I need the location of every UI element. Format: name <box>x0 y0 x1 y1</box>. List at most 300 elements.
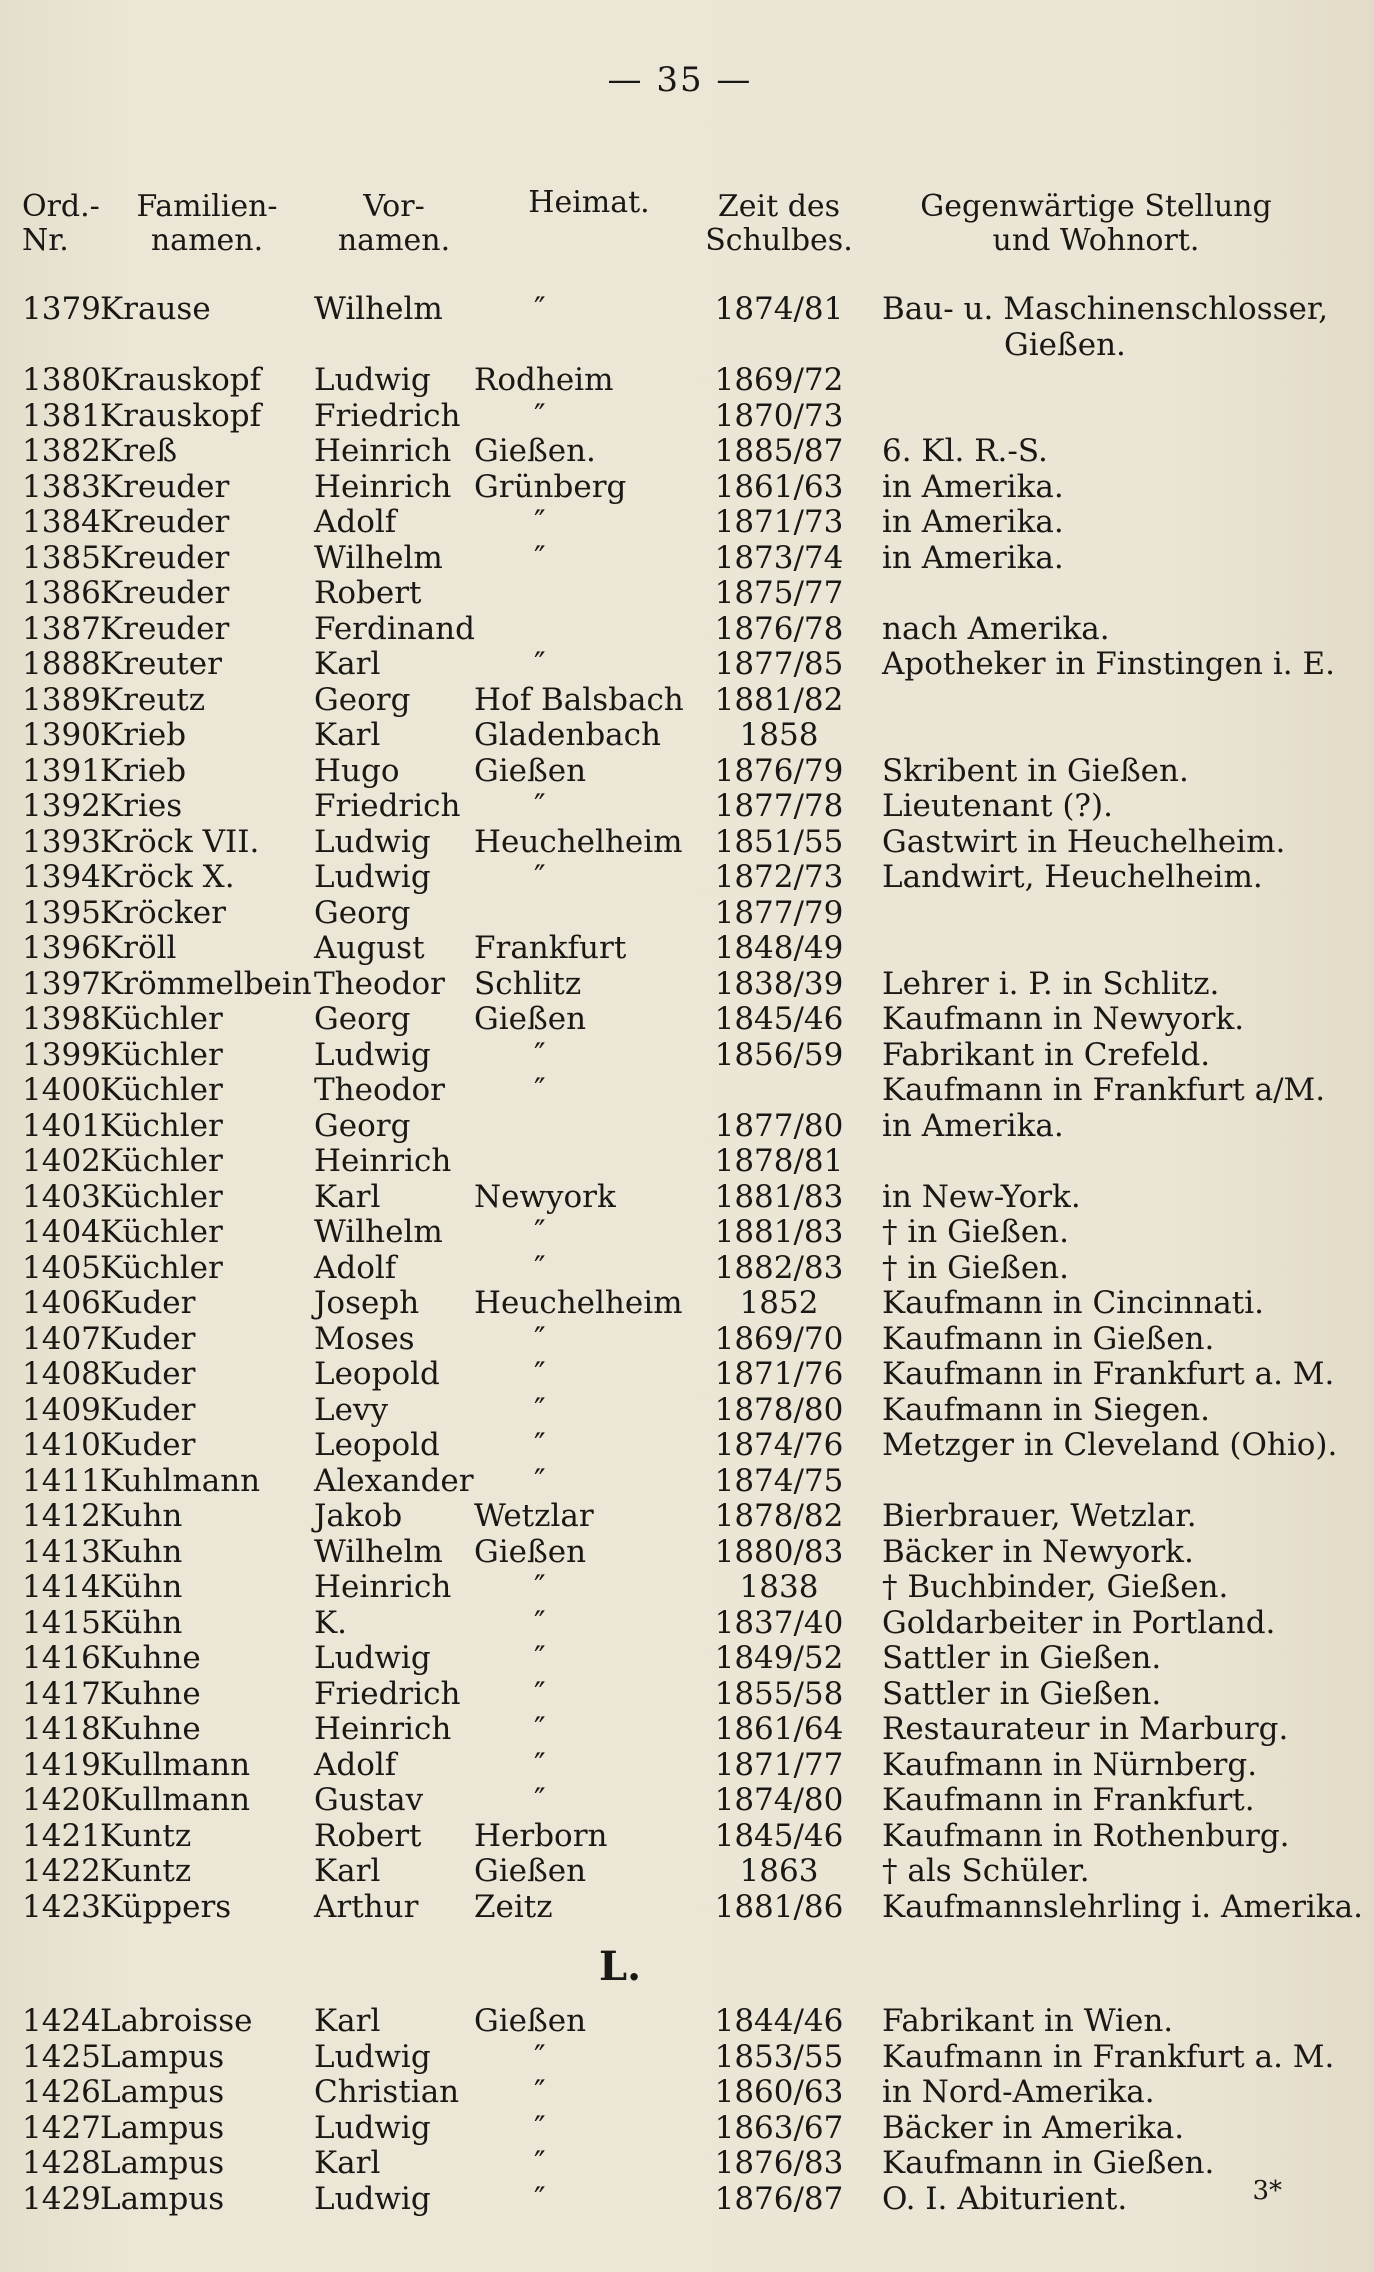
current-position: Bau- u. Maschinenschlosser, <box>882 291 1329 327</box>
row-number: 1399 <box>22 1036 101 1073</box>
family-name: Kreuder <box>100 468 230 505</box>
home-town: ″ <box>534 1214 546 1250</box>
given-name: Robert <box>314 575 422 611</box>
current-position: † als Schüler. <box>882 1853 1090 1889</box>
school-years: 1852 <box>739 1285 819 1321</box>
header-family-text: Familien- namen. <box>136 189 278 258</box>
family-name: Küchler <box>100 1214 223 1250</box>
school-years <box>704 1073 854 1109</box>
family-name: Kuhn <box>100 1498 183 1534</box>
row-number: 1424 <box>22 2003 101 2039</box>
school-years: 1838/39 <box>714 965 844 1002</box>
current-position: Bierbrauer, Wetzlar. <box>882 1498 1197 1534</box>
home-town: Wetzlar <box>474 1498 594 1534</box>
home-town: ″ <box>534 646 546 682</box>
home-town: Grünberg <box>474 468 627 505</box>
given-name: Heinrich <box>314 468 452 505</box>
school-years: 1878/82 <box>714 1498 844 1534</box>
given-name: Georg <box>314 1001 411 1037</box>
table-row <box>22 860 1338 896</box>
empty-cell <box>314 328 474 364</box>
table-row <box>22 434 1338 470</box>
family-name: Krieb <box>100 717 187 753</box>
school-years: 1882/83 <box>714 1249 844 1286</box>
home-town: ″ <box>534 2109 546 2146</box>
school-years: 1878/81 <box>714 1143 844 1179</box>
school-years: 1878/80 <box>714 1391 844 1428</box>
row-number: 1415 <box>22 1604 101 1641</box>
table-row <box>22 1215 1338 1251</box>
given-name: Heinrich <box>314 1143 452 1179</box>
row-number: 1393 <box>22 823 101 860</box>
family-name: Kuder <box>100 1427 196 1463</box>
home-town: ″ <box>534 1036 546 1073</box>
school-years: 1871/76 <box>714 1356 844 1392</box>
row-number: 1398 <box>22 1001 101 1037</box>
family-name: Lampus <box>100 2145 225 2181</box>
current-position: Kaufmann in Gießen. <box>882 2145 1215 2181</box>
current-position: Goldarbeiter in Portland. <box>882 1604 1276 1641</box>
school-years: 1861/64 <box>714 1711 844 1747</box>
given-name: Karl <box>314 717 381 753</box>
row-number: 1404 <box>22 1214 101 1250</box>
home-town: ″ <box>534 1320 546 1357</box>
current-position: in Amerika. <box>882 539 1064 576</box>
current-position: nach Amerika. <box>882 610 1110 647</box>
school-years: 1877/79 <box>714 894 844 931</box>
school-years: 1845/46 <box>714 1817 844 1854</box>
home-town: ″ <box>534 1746 546 1783</box>
family-name: Küchler <box>100 1143 223 1179</box>
school-years: 1880/83 <box>714 1533 844 1570</box>
school-years: 1860/63 <box>714 2074 844 2110</box>
home-town: ″ <box>534 397 546 434</box>
home-town: Heuchelheim <box>474 823 683 860</box>
family-name: Kröcker <box>100 894 226 931</box>
given-name: Karl <box>314 1853 381 1889</box>
table-row <box>22 1428 1338 1464</box>
home-town: ″ <box>534 1427 546 1463</box>
given-name: Theodor <box>314 965 445 1002</box>
table-row <box>22 2111 1338 2147</box>
school-years: 1849/52 <box>714 1640 844 1676</box>
home-town: Frankfurt <box>474 930 627 966</box>
table-row <box>22 1854 1338 1890</box>
header-time-text: Zeit des Schulbes. <box>705 189 853 258</box>
row-number: 1420 <box>22 1782 101 1818</box>
table-row <box>22 1641 1338 1677</box>
header-given-text: Vor- namen. <box>337 189 451 258</box>
family-name: Krömmelbein <box>100 965 312 1002</box>
row-number: 1406 <box>22 1285 101 1321</box>
header-nr <box>22 190 100 258</box>
table-row <box>22 1783 1338 1819</box>
current-position: Gastwirt in Heuchelheim. <box>882 823 1286 860</box>
given-name: Arthur <box>314 1888 419 1925</box>
school-years: 1876/79 <box>714 752 844 789</box>
home-town: Schlitz <box>474 965 582 1002</box>
school-years: 1851/55 <box>714 823 844 860</box>
school-years: 1881/83 <box>714 1214 844 1250</box>
home-town: Herborn <box>474 1817 608 1854</box>
given-name: Friedrich <box>314 1675 461 1712</box>
row-number: 1418 <box>22 1711 101 1747</box>
table-row <box>22 612 1338 648</box>
row-number: 1401 <box>22 1107 101 1144</box>
given-name: Ludwig <box>314 1036 431 1073</box>
current-position <box>854 399 1338 435</box>
family-name: Lampus <box>100 2109 225 2146</box>
current-position: in Amerika. <box>882 1107 1064 1144</box>
home-town: Zeitz <box>474 1888 553 1925</box>
family-name: Kröck VII. <box>100 823 260 860</box>
current-position: in New-York. <box>882 1178 1081 1215</box>
table-row <box>22 754 1338 790</box>
current-position <box>854 931 1338 967</box>
school-years: 1876/87 <box>714 2180 844 2217</box>
table-row <box>22 1286 1338 1322</box>
family-name: Lampus <box>100 2038 225 2075</box>
row-number: 1383 <box>22 468 101 505</box>
school-years: 1837/40 <box>714 1604 844 1641</box>
current-position: Fabrikant in Crefeld. <box>882 1036 1211 1073</box>
current-position: in Nord-Amerika. <box>882 2074 1155 2110</box>
school-years: 1869/72 <box>714 362 844 398</box>
header-position-text: Gegenwärtige Stellung und Wohnort. <box>920 189 1272 258</box>
school-years: 1873/74 <box>714 539 844 576</box>
row-number: 1422 <box>22 1853 101 1889</box>
row-number: 1414 <box>22 1569 101 1605</box>
home-town: ″ <box>534 2074 546 2110</box>
current-position: Kaufmann in Cincinnati. <box>882 1285 1264 1321</box>
row-number: 1425 <box>22 2038 101 2075</box>
home-town: ″ <box>534 504 546 540</box>
table-row <box>22 2075 1338 2111</box>
table-row <box>22 2004 1338 2040</box>
school-years: 1877/78 <box>714 788 844 824</box>
current-position-continued: Gießen. <box>1004 326 1126 363</box>
current-position: † Buchbinder, Gießen. <box>882 1569 1229 1605</box>
current-position <box>854 1464 1338 1500</box>
current-position: Restaurateur in Marburg. <box>882 1711 1289 1747</box>
family-name: Kuntz <box>100 1853 192 1889</box>
school-years: 1845/46 <box>714 1001 844 1037</box>
family-name: Küchler <box>100 1249 223 1286</box>
family-name: Krieb <box>100 752 187 789</box>
row-number: 1407 <box>22 1320 101 1357</box>
family-name: Kuhne <box>100 1711 201 1747</box>
current-position <box>854 718 1338 754</box>
row-number: 1405 <box>22 1249 101 1286</box>
home-town: Heuchelheim <box>474 1285 683 1321</box>
home-town: Gießen <box>474 752 587 789</box>
table-row <box>22 2146 1338 2182</box>
family-name: Kuhlmann <box>100 1462 261 1499</box>
empty-cell <box>474 328 704 364</box>
page-number: — 35 — <box>607 60 753 100</box>
current-position: Kaufmann in Newyork. <box>882 1001 1245 1037</box>
school-years: 1871/77 <box>714 1746 844 1783</box>
header-family <box>100 190 314 258</box>
given-name: Karl <box>314 2003 381 2039</box>
row-number: 1402 <box>22 1143 101 1179</box>
family-name: Kreutz <box>100 681 206 718</box>
school-years: 1858 <box>739 717 819 753</box>
current-position <box>854 896 1338 932</box>
row-number: 1379 <box>22 291 101 327</box>
school-years: 1856/59 <box>714 1036 844 1073</box>
header-time <box>704 190 854 258</box>
given-name: Ludwig <box>314 2180 431 2217</box>
row-number: 1392 <box>22 788 101 824</box>
given-name: Moses <box>314 1320 415 1357</box>
table-row <box>22 1002 1338 1038</box>
header-given <box>314 190 474 258</box>
home-town: ″ <box>534 1356 546 1392</box>
family-name: Lampus <box>100 2074 225 2110</box>
home-town: Gießen <box>474 2003 587 2039</box>
school-years: 1874/80 <box>714 1782 844 1818</box>
school-years: 1848/49 <box>714 930 844 966</box>
given-name: Theodor <box>314 1072 445 1108</box>
given-name: Heinrich <box>314 433 452 469</box>
home-town <box>474 896 704 932</box>
family-name: Kreuder <box>100 610 230 647</box>
row-number: 1381 <box>22 397 101 434</box>
home-town <box>474 576 704 612</box>
given-name: Ludwig <box>314 1640 431 1676</box>
table-row <box>22 363 1338 399</box>
home-town: ″ <box>534 859 546 895</box>
school-years: 1869/70 <box>714 1320 844 1357</box>
family-name: Kuder <box>100 1285 196 1321</box>
row-number: 1396 <box>22 930 101 966</box>
given-name: Leopold <box>314 1427 440 1463</box>
school-years: 1876/78 <box>714 610 844 647</box>
given-name: Jakob <box>314 1498 403 1534</box>
family-name: Küchler <box>100 1178 223 1215</box>
current-position: O. I. Abiturient. <box>882 2180 1128 2217</box>
table-row <box>22 931 1338 967</box>
family-name: Lampus <box>100 2180 225 2217</box>
row-number: 1395 <box>22 894 101 931</box>
table-row <box>22 541 1338 577</box>
home-town: ″ <box>534 1391 546 1428</box>
home-town: Gießen <box>474 1533 587 1570</box>
given-name: Wilhelm <box>314 539 443 576</box>
home-town: ″ <box>534 291 546 327</box>
row-number: 1390 <box>22 717 101 753</box>
home-town: ″ <box>534 1462 546 1499</box>
table-row <box>22 2182 1338 2218</box>
register-rows-l <box>22 2004 1338 2217</box>
school-years: 1861/63 <box>714 468 844 505</box>
header-nr-text: Ord.- Nr. <box>22 189 100 258</box>
table-row <box>22 1180 1338 1216</box>
given-name: Georg <box>314 681 411 718</box>
home-town: ″ <box>534 1711 546 1747</box>
home-town: Newyork <box>474 1178 616 1215</box>
given-name: Ludwig <box>314 823 431 860</box>
current-position: Bäcker in Amerika. <box>882 2109 1185 2146</box>
row-number: 1408 <box>22 1356 101 1392</box>
family-name: Kröll <box>100 930 177 966</box>
school-years: 1875/77 <box>714 575 844 611</box>
school-years: 1874/81 <box>714 291 844 327</box>
row-number: 1427 <box>22 2109 101 2146</box>
given-name: Wilhelm <box>314 1214 443 1250</box>
given-name: Georg <box>314 1107 411 1144</box>
family-name: Kuhne <box>100 1675 201 1712</box>
table-row <box>22 1819 1338 1855</box>
given-name: Karl <box>314 1178 381 1215</box>
table-row <box>22 576 1338 612</box>
school-years: 1870/73 <box>714 397 844 434</box>
family-name: Kühn <box>100 1604 183 1641</box>
current-position: Apotheker in Finstingen i. E. <box>882 646 1335 682</box>
row-number: 1412 <box>22 1498 101 1534</box>
table-row <box>22 1677 1338 1713</box>
current-position: Lehrer i. P. in Schlitz. <box>882 965 1220 1002</box>
current-position: Kaufmann in Gießen. <box>882 1320 1215 1357</box>
current-position <box>854 363 1338 399</box>
current-position: Bäcker in Newyork. <box>882 1533 1194 1570</box>
school-years: 1881/86 <box>714 1888 844 1925</box>
given-name: Wilhelm <box>314 1533 443 1570</box>
given-name: Adolf <box>314 1746 397 1783</box>
home-town: ″ <box>534 1675 546 1712</box>
school-years: 1885/87 <box>714 433 844 469</box>
row-number: 1403 <box>22 1178 101 1215</box>
current-position: Lieutenant (?). <box>882 788 1114 824</box>
home-town <box>474 1144 704 1180</box>
table-row <box>22 470 1338 506</box>
school-years: 1838 <box>739 1569 819 1605</box>
home-town: ″ <box>534 539 546 576</box>
home-town: Hof Balsbach <box>474 681 684 718</box>
family-name: Küchler <box>100 1107 223 1144</box>
table-row <box>22 1888 1363 1926</box>
school-years: 1881/83 <box>714 1178 844 1215</box>
table-row <box>22 1322 1338 1358</box>
given-name: Friedrich <box>314 788 461 824</box>
table-row <box>22 1606 1338 1642</box>
table-row <box>22 1357 1338 1393</box>
family-name: Kuder <box>100 1320 196 1357</box>
home-town: Gießen. <box>474 433 596 469</box>
given-name: Heinrich <box>314 1711 452 1747</box>
current-position: Kaufmann in Rothenburg. <box>882 1817 1290 1854</box>
row-number: 1416 <box>22 1640 101 1676</box>
current-position: Sattler in Gießen. <box>882 1675 1162 1712</box>
given-name: Friedrich <box>314 397 461 434</box>
family-name: Krauskopf <box>100 362 262 398</box>
home-town: Rodheim <box>474 362 614 398</box>
table-row <box>22 825 1338 861</box>
header-home-text: Heimat. <box>528 185 650 220</box>
row-number: 1389 <box>22 681 101 718</box>
current-position: Kaufmann in Frankfurt a. M. <box>882 2038 1335 2075</box>
school-years: 1871/73 <box>714 504 844 540</box>
home-town: ″ <box>534 2145 546 2181</box>
table-row <box>22 1464 1338 1500</box>
current-position: Fabrikant in Wien. <box>882 2003 1174 2039</box>
table-row <box>22 896 1338 932</box>
table-row <box>22 1073 1338 1109</box>
home-town: ″ <box>534 2180 546 2217</box>
given-name: Ludwig <box>314 859 431 895</box>
family-name: Kuder <box>100 1391 196 1428</box>
family-name: Kreß <box>100 433 178 469</box>
section-letter: L. <box>598 1943 642 1990</box>
empty-cell <box>22 328 100 364</box>
table-row <box>22 647 1338 683</box>
table-row <box>22 718 1338 754</box>
row-number: 1400 <box>22 1072 101 1108</box>
family-name: Kühn <box>100 1569 183 1605</box>
school-years: 1853/55 <box>714 2038 844 2075</box>
header-position <box>854 190 1338 258</box>
table-row <box>22 399 1338 435</box>
row-number: 1394 <box>22 859 101 895</box>
school-years: 1877/80 <box>714 1107 844 1144</box>
school-years: 1877/85 <box>714 646 844 682</box>
row-number: 1888 <box>22 646 101 682</box>
school-years: 1874/76 <box>714 1427 844 1463</box>
row-number: 1413 <box>22 1533 101 1570</box>
current-position <box>854 683 1338 719</box>
current-position: Metzger in Cleveland (Ohio). <box>882 1427 1338 1463</box>
current-position <box>854 1144 1338 1180</box>
table-row <box>22 1535 1338 1571</box>
home-town: Gießen <box>474 1001 587 1037</box>
given-name: Ludwig <box>314 362 431 398</box>
table-row <box>22 967 1338 1003</box>
home-town <box>474 1109 704 1145</box>
home-town: ″ <box>534 1569 546 1605</box>
given-name: Karl <box>314 646 381 682</box>
family-name: Küchler <box>100 1036 223 1073</box>
given-name: Gustav <box>314 1782 424 1818</box>
row-number: 1421 <box>22 1817 101 1854</box>
school-years: 1874/75 <box>714 1462 844 1499</box>
school-years: 1881/82 <box>714 681 844 718</box>
given-name: Christian <box>314 2074 460 2110</box>
row-number: 1387 <box>22 610 101 647</box>
given-name: Ludwig <box>314 2109 431 2146</box>
current-position: Landwirt, Heuchelheim. <box>882 859 1263 895</box>
home-town: ″ <box>534 788 546 824</box>
table-header <box>22 148 1338 258</box>
home-town: ″ <box>534 2038 546 2075</box>
family-name: Küppers <box>100 1888 232 1925</box>
table-row <box>22 505 1338 541</box>
row-number: 1428 <box>22 2145 101 2181</box>
row-number: 1423 <box>22 1888 101 1925</box>
current-position: † in Gießen. <box>882 1249 1069 1286</box>
school-years: 1863 <box>739 1853 819 1889</box>
given-name: Wilhelm <box>314 291 443 327</box>
given-name: Alexander <box>314 1462 474 1499</box>
family-name: Küchler <box>100 1001 223 1037</box>
table-row <box>22 1499 1338 1535</box>
given-name: Hugo <box>314 752 400 789</box>
row-number: 1382 <box>22 433 101 469</box>
row-number: 1380 <box>22 362 101 398</box>
current-position: Skribent in Gießen. <box>882 752 1189 789</box>
row-number: 1429 <box>22 2180 101 2217</box>
home-town <box>474 612 704 648</box>
